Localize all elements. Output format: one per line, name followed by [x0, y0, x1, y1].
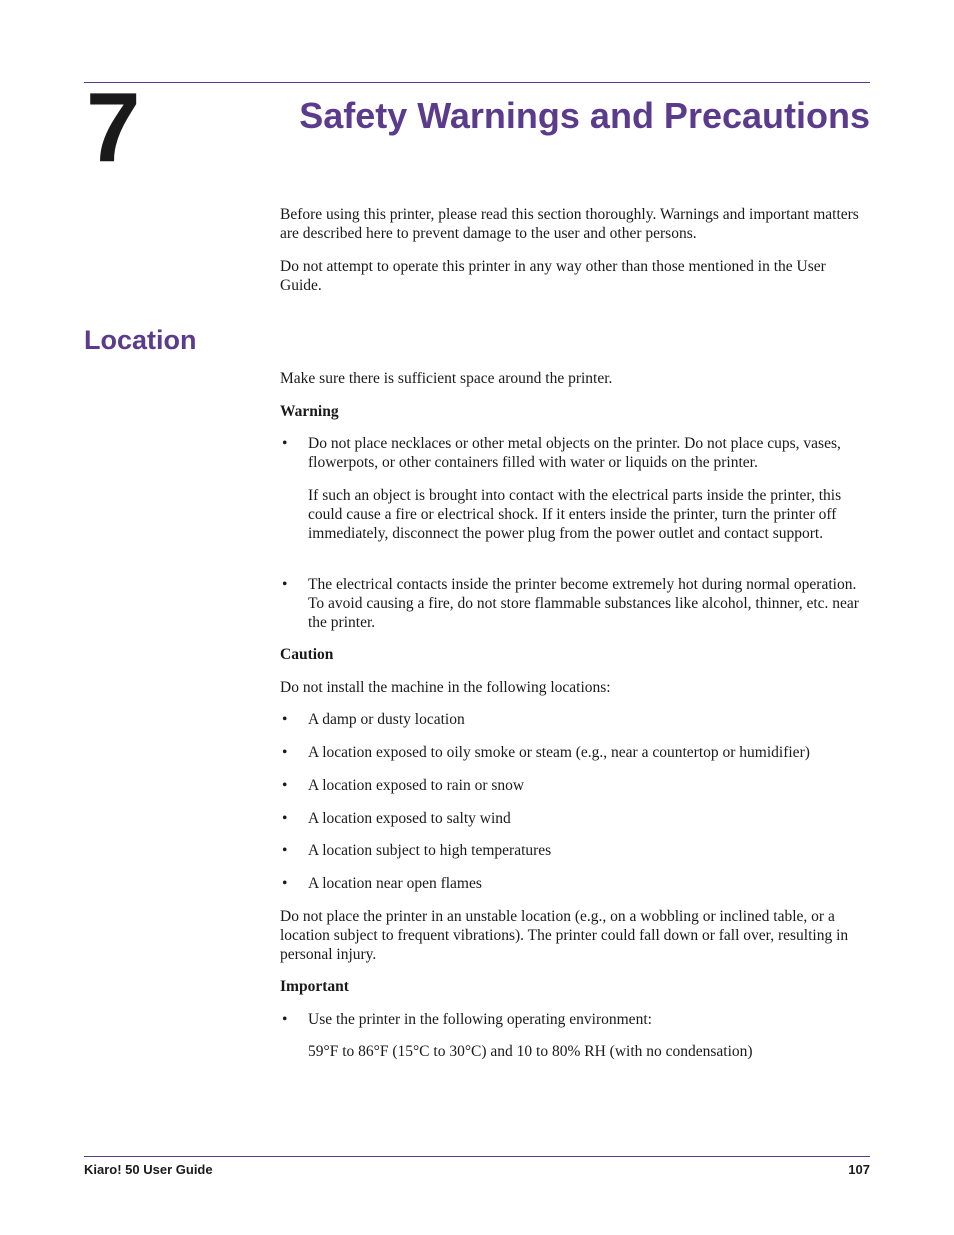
operating-environment: 59°F to 86°F (15°C to 30°C) and 10 to 80% RH (with no condensation)	[308, 1043, 753, 1060]
caution-item-text: A location exposed to salty wind	[308, 810, 511, 827]
caution-item-text: A location exposed to oily smoke or steam (e.g., near a countertop or humidifier)	[308, 744, 810, 761]
chapter-number: 7	[86, 72, 139, 182]
warning-label: Warning	[280, 403, 339, 420]
caution-outro: Do not place the printer in an unstable location (e.g., on a wobbling or inclined table, or a location subject to frequent vibrations). The printer could fall down or fall over, resulting in personal injury.	[280, 908, 849, 963]
caution-item-text: A damp or dusty location	[308, 711, 465, 728]
caution-label: Caution	[280, 646, 334, 663]
bullet-dot: •	[282, 842, 288, 859]
page-number: 107	[848, 1162, 870, 1177]
header-rule	[84, 82, 870, 83]
section-heading-location: Location	[84, 325, 197, 355]
warning-bullet-2-text: The electrical contacts inside the printer become extremely hot during normal operation. To avoid causing a fire, do not store flammable substances like alcohol, thinner, etc. near the printer.	[308, 576, 859, 631]
bullet-dot: •	[282, 435, 288, 452]
intro-paragraph-1: Before using this printer, please read this section thoroughly. Warnings and important matters are described here to prevent damage to the user and other persons.	[280, 206, 859, 242]
intro-paragraph-2: Do not attempt to operate this printer in any way other than those mentioned in the User Guide.	[280, 258, 826, 294]
important-bullet-text: Use the printer in the following operating environment:	[308, 1011, 652, 1028]
important-label: Important	[280, 978, 349, 995]
bullet-dot: •	[282, 810, 288, 827]
caution-item-text: A location near open flames	[308, 875, 482, 892]
caution-item-text: A location exposed to rain or snow	[308, 777, 525, 794]
bullet-dot: •	[282, 711, 288, 728]
bullet-dot: •	[282, 1011, 288, 1028]
bullet-dot: •	[282, 744, 288, 761]
warning-bullet-1-text: Do not place necklaces or other metal objects on the printer. Do not place cups, vases, flowerpots, or other containers filled with water or liquids on the printer.	[308, 435, 841, 471]
chapter-title: Safety Warnings and Precautions	[299, 95, 870, 136]
location-intro: Make sure there is sufficient space around the printer.	[280, 370, 613, 387]
footer-guide-title: Kiaro! 50 User Guide	[84, 1162, 213, 1177]
caution-intro: Do not install the machine in the following locations:	[280, 679, 611, 696]
bullet-dot: •	[282, 875, 288, 892]
bullet-dot: •	[282, 777, 288, 794]
caution-item-text: A location subject to high temperatures	[308, 842, 552, 859]
warning-bullet-1-followup: If such an object is brought into contact with the electrical parts inside the printer, this could cause a fire or electrical shock. If it enters inside the printer, turn the printer off immediately, disconnect the power plug from the power outlet and contact support.	[308, 487, 842, 542]
bullet-dot: •	[282, 576, 288, 593]
footer-rule	[84, 1156, 870, 1157]
